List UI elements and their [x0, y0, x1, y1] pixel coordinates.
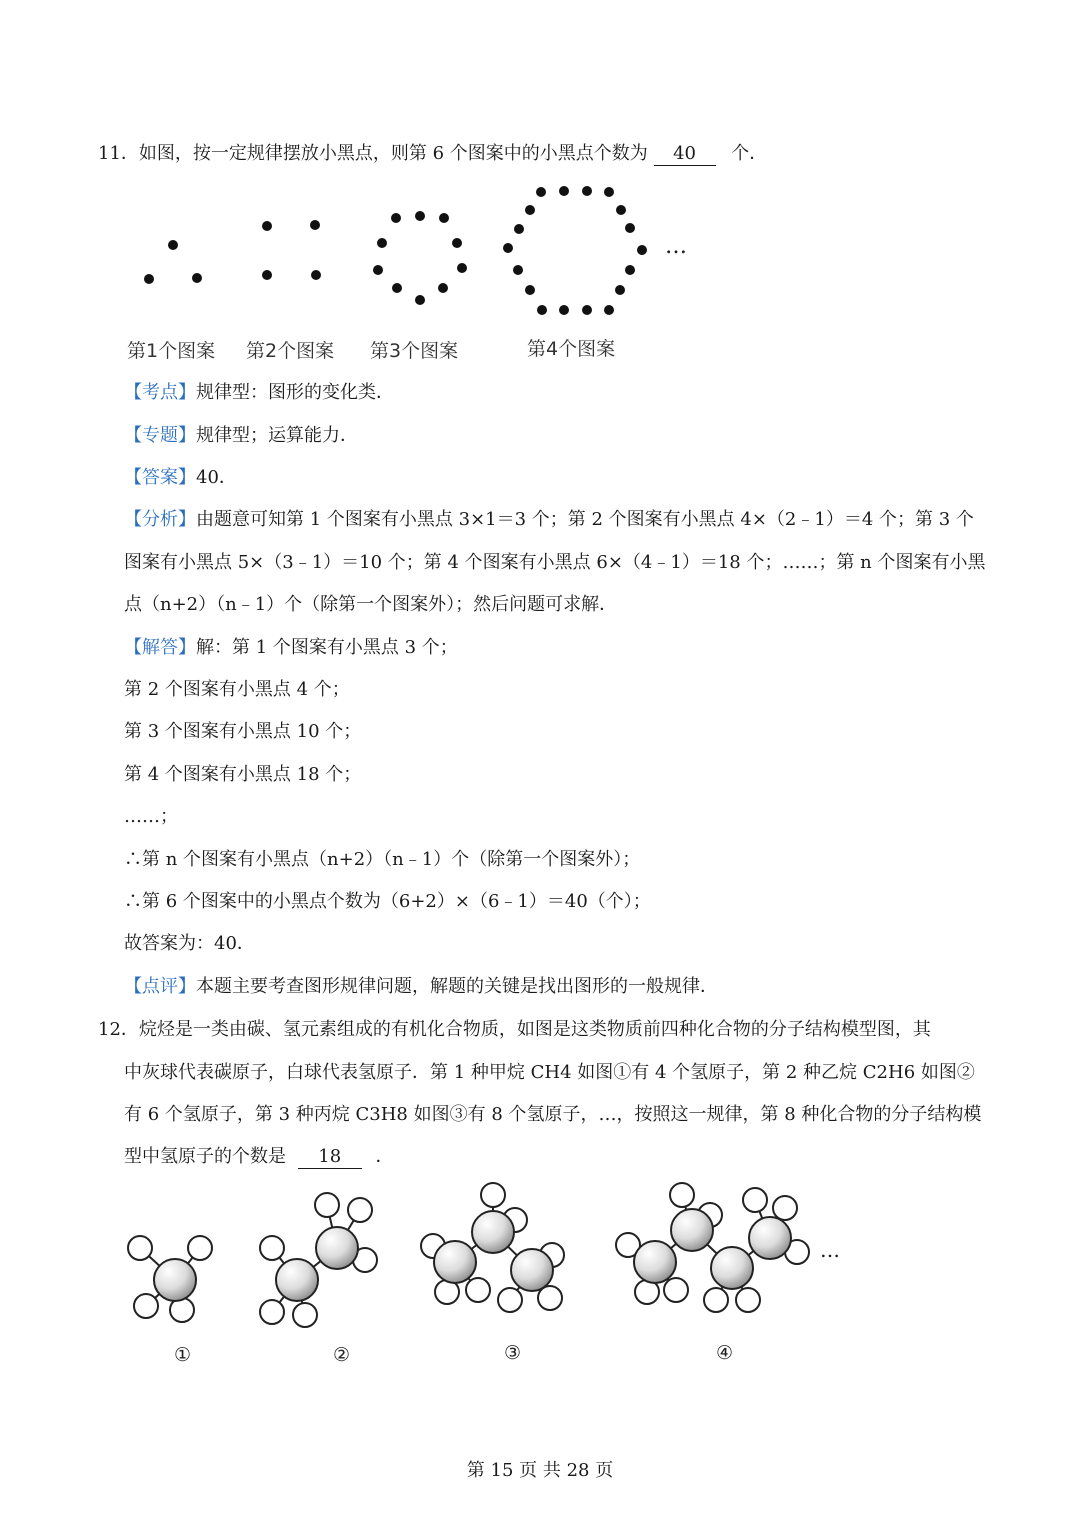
q11-jieda-line-2: 第 2 个图案有小黑点 4 个； — [124, 679, 350, 700]
dot — [582, 305, 592, 315]
q11-fenxi-line-1 — [124, 508, 974, 532]
dot — [192, 273, 202, 283]
dot — [168, 240, 178, 250]
pattern-1-dots — [144, 240, 202, 284]
dot — [604, 305, 614, 315]
pattern-3-dots — [373, 211, 467, 305]
q11-zhuanti — [124, 424, 358, 448]
kaodian-text: 规律型：图形的变化类． — [196, 382, 394, 403]
dot — [373, 265, 383, 275]
fenxi-text-1: 由题意可知第 1 个图案有小黑点 3×1＝3 个；第 2 个图案有小黑点 4×（2﹣1）＝4 个；第 3 个 — [196, 509, 974, 530]
figure-label-2: ② — [333, 1344, 351, 1366]
dot — [625, 265, 635, 275]
figure-label-1: ① — [174, 1344, 192, 1366]
pattern-caption-1: 第1个图案 — [127, 340, 216, 362]
dot — [582, 186, 592, 196]
daan-text: 40． — [196, 467, 237, 488]
q11-pattern-ellipsis: … — [665, 234, 685, 259]
zhuanti-tag: 【专题】 — [124, 425, 196, 446]
q11-jieda-line-4: 第 4 个图案有小黑点 18 个； — [124, 764, 362, 785]
dot — [457, 263, 467, 273]
dot — [559, 305, 569, 315]
dot — [377, 238, 387, 248]
dot — [503, 243, 513, 253]
q11-jieda-line-1 — [124, 636, 458, 660]
q11-stem-suffix: 个． — [731, 143, 768, 164]
q11-fenxi-line-3: 点（n+2）（n﹣1）个（除第一个图案外）；然后问题可求解． — [124, 594, 618, 615]
q11-daan — [124, 466, 237, 490]
q12-molecule-ellipsis: … — [820, 1238, 838, 1262]
dot — [262, 270, 272, 280]
dot — [514, 224, 524, 234]
figure-label-3: ③ — [504, 1342, 522, 1364]
dot — [415, 295, 425, 305]
dot — [615, 285, 625, 295]
dot — [537, 305, 547, 315]
dot — [262, 221, 272, 231]
dot — [310, 220, 320, 230]
dot — [392, 283, 402, 293]
q12-answer-blank: 18 — [298, 1146, 362, 1169]
dot — [604, 187, 614, 197]
zhuanti-text: 规律型；运算能力． — [196, 425, 358, 446]
dot — [616, 205, 626, 215]
q12-line-1: 12．烷烃是一类由碳、氢元素组成的有机化合物质，如图是这类物质前四种化合物的分子结构模型图，其 — [98, 1019, 931, 1040]
jieda-tag: 【解答】 — [124, 637, 196, 658]
q12-line-4 — [124, 1145, 393, 1169]
pattern-2-dots — [262, 220, 321, 280]
q11-jieda-line-6: ∴第 n 个图案有小黑点（n+2）（n﹣1）个（除第一个图案外）； — [124, 849, 641, 870]
dianping-text: 本题主要考查图形规律问题，解题的关键是找出图形的一般规律． — [196, 976, 718, 997]
q11-fenxi-line-2: 图案有小黑点 5×（3﹣1）＝10 个；第 4 个图案有小黑点 6×（4﹣1）＝18 个；……；第 n 个图案有小黑 — [124, 552, 986, 573]
q11-jieda-line-5: ……； — [124, 806, 178, 827]
q12-last-suffix: ． — [375, 1146, 394, 1167]
dot — [311, 270, 321, 280]
kaodian-tag: 【考点】 — [124, 382, 196, 403]
dot — [637, 245, 647, 255]
dianping-tag: 【点评】 — [124, 976, 196, 997]
dot — [415, 211, 425, 221]
dot — [144, 274, 154, 284]
daan-tag: 【答案】 — [124, 467, 196, 488]
q11-answer-blank: 40 — [654, 143, 716, 166]
dot — [559, 186, 569, 196]
dot — [525, 205, 535, 215]
dot — [438, 283, 448, 293]
q11-jieda-line-8: 故答案为：40． — [124, 933, 255, 954]
pattern-caption-4: 第4个图案 — [527, 338, 616, 360]
dot — [439, 213, 449, 223]
dot — [625, 223, 635, 233]
pattern-caption-3: 第3个图案 — [370, 340, 459, 362]
q11-jieda-line-7: ∴第 6 个图案中的小黑点个数为（6+2）×（6﹣1）＝40（个）； — [124, 891, 651, 912]
pattern-4-dots — [503, 186, 647, 315]
dot — [452, 238, 462, 248]
q11-stem — [98, 142, 767, 166]
molecule-models-figure — [0, 1180, 1080, 1380]
dot — [513, 265, 523, 275]
q11-kaodian — [124, 381, 394, 405]
dot — [391, 213, 401, 223]
page-footer: 第 15 页 共 28 页 — [466, 1460, 614, 1481]
q12-line-2: 中灰球代表碳原子，白球代表氢原子．第 1 种甲烷 CH4 如图①有 4 个氢原子，第 2 种乙烷 C2H6 如图② — [124, 1062, 975, 1083]
pattern-caption-2: 第2个图案 — [246, 340, 335, 362]
jieda-first: 解：第 1 个图案有小黑点 3 个； — [196, 637, 458, 658]
q11-dianping — [124, 975, 718, 999]
q11-stem-prefix: 11．如图，按一定规律摆放小黑点，则第 6 个图案中的小黑点个数为 — [98, 143, 648, 164]
q12-last-prefix: 型中氢原子的个数是 — [124, 1146, 286, 1167]
q12-line-3: 有 6 个氢原子，第 3 种丙烷 C3H8 如图③有 8 个氢原子，…，按照这一规律，第 8 种化合物的分子结构模 — [124, 1104, 982, 1125]
fenxi-tag: 【分析】 — [124, 509, 196, 530]
q11-jieda-line-3: 第 3 个图案有小黑点 10 个； — [124, 721, 362, 742]
dot — [525, 285, 535, 295]
figure-label-4: ④ — [716, 1342, 734, 1364]
dot — [536, 187, 546, 197]
